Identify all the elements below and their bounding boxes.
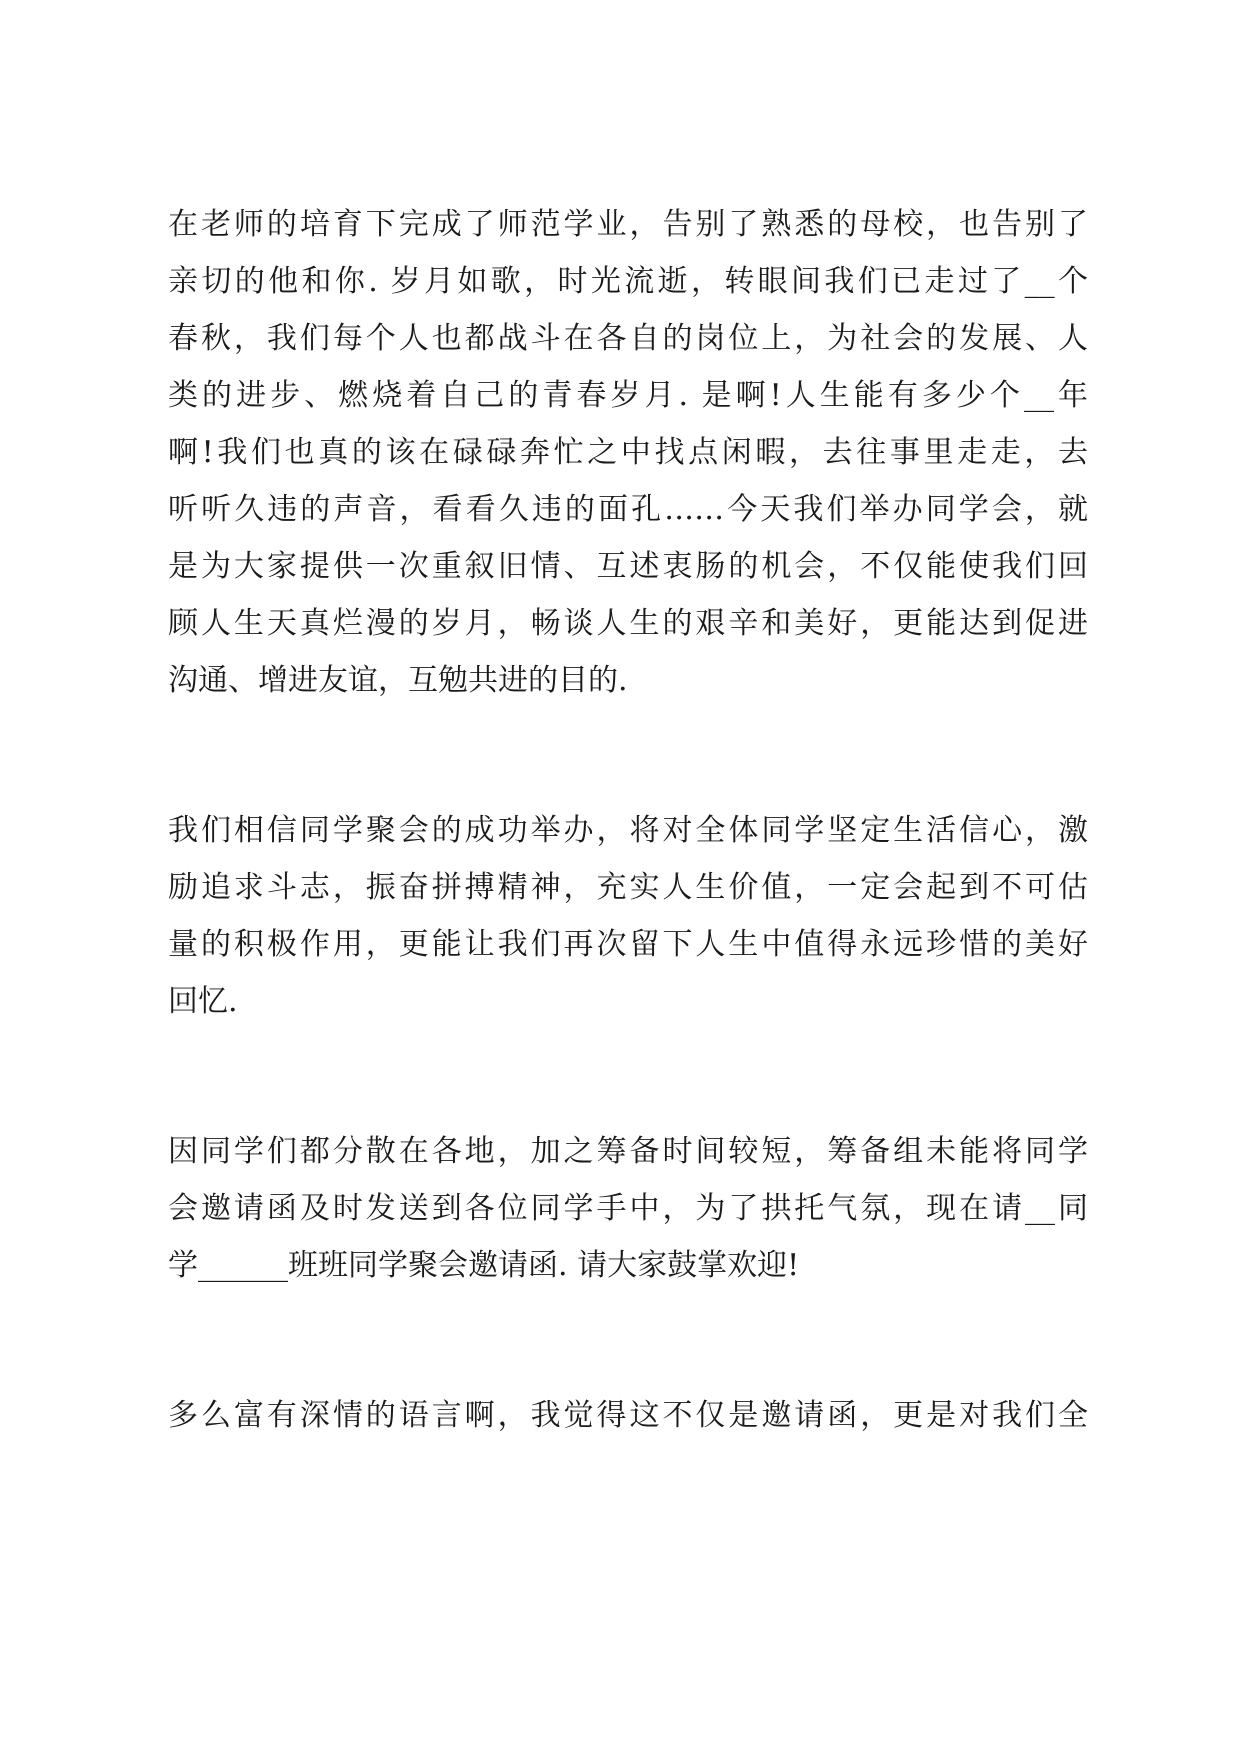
text-line: 沟通、增进友谊，互勉共进的目的. xyxy=(168,663,628,698)
text-line: 春秋，我们每个人也都战斗在各自的岗位上，为社会的发展、人 xyxy=(168,321,1088,356)
text-line: 是为大家提供一次重叙旧情、互述衷肠的机会，不仅能使我们回 xyxy=(168,549,1088,584)
text-line: 因同学们都分散在各地，加之筹备时间较短，筹备组未能将同学 xyxy=(168,1134,1088,1169)
text-line: 亲切的他和你. 岁月如歌，时光流逝，转眼间我们已走过了__个 xyxy=(168,264,1088,299)
text-line: 学______班班同学聚会邀请函. 请大家鼓掌欢迎! xyxy=(168,1248,800,1283)
text-line: 听听久违的声音，看看久违的面孔……今天我们举办同学会，就 xyxy=(168,492,1088,527)
text-line: 类的进步、燃烧着自己的青春岁月. 是啊!人生能有多少个__年 xyxy=(168,378,1088,413)
text-line: 量的积极作用，更能让我们再次留下人生中值得永远珍惜的美好 xyxy=(168,927,1088,962)
text-line: 励追求斗志，振奋拼搏精神，充实人生价值，一定会起到不可估 xyxy=(168,870,1088,905)
text-line: 我们相信同学聚会的成功举办，将对全体同学坚定生活信心，激 xyxy=(168,813,1088,848)
text-line: 会邀请函及时发送到各位同学手中，为了拱托气氛，现在请__同 xyxy=(168,1191,1088,1226)
text-line: 在老师的培育下完成了师范学业，告别了熟悉的母校，也告别了 xyxy=(168,207,1088,242)
text-line: 顾人生天真烂漫的岁月，畅谈人生的艰辛和美好，更能达到促进 xyxy=(168,606,1088,641)
text-line: 回忆. xyxy=(168,984,238,1019)
text-line: 多么富有深情的语言啊，我觉得这不仅是邀请函，更是对我们全 xyxy=(168,1398,1088,1433)
text-line: 啊!我们也真的该在碌碌奔忙之中找点闲暇，去往事里走走，去 xyxy=(168,435,1088,470)
